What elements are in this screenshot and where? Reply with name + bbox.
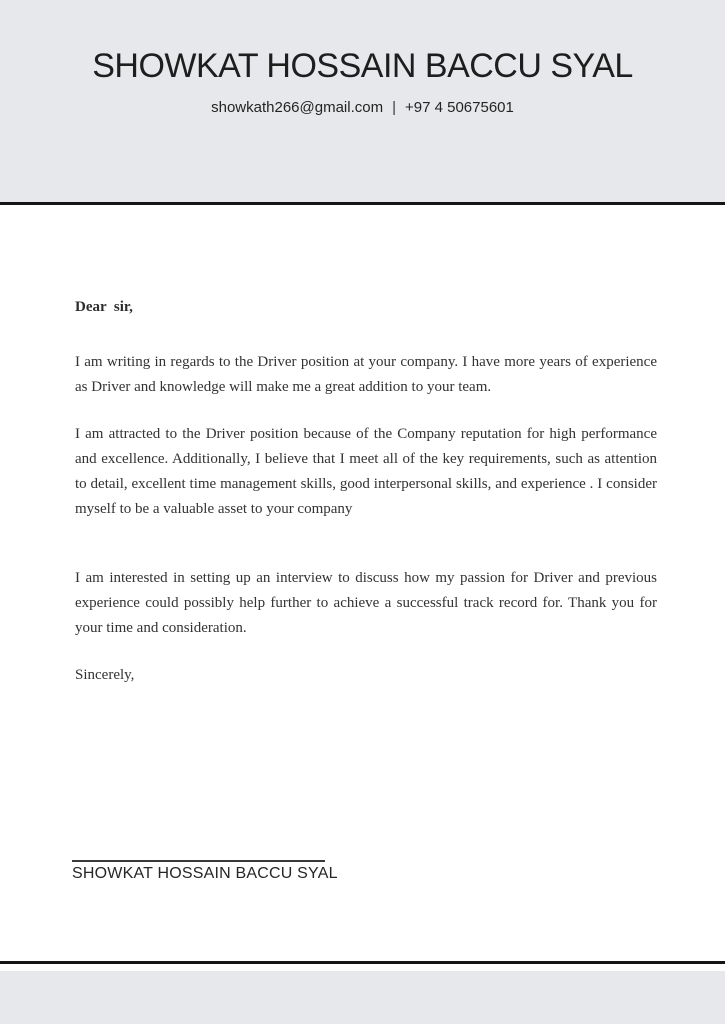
salutation: Dear sir, bbox=[75, 299, 133, 315]
closing: Sincerely, bbox=[75, 667, 135, 683]
signature-name: SHOWKAT HOSSAIN BACCU SYAL bbox=[72, 865, 338, 882]
letter-footer bbox=[0, 971, 725, 1024]
signature-line bbox=[72, 860, 325, 862]
paragraph-interview-request: I am interested in setting up an interview to discuss how my passion for Driver and previous experience could possibly help further to achieve a successful track record for. Thank you for your time and consideration. bbox=[75, 570, 657, 636]
paragraph-qualifications: I am attracted to the Driver position because of the Company reputation for high performance and excellence. Additionally, I believe that I meet all of the key requirements, such as attention to detail, excellent time management skills, good interpersonal skills, and experience . I consider myself to be a valuable asset to your company bbox=[75, 426, 657, 517]
email-text: showkath266@gmail.com bbox=[211, 99, 384, 116]
footer-gap bbox=[0, 964, 725, 971]
paragraph-intro: I am writing in regards to the Driver position at your company. I have more years of experience as Driver and knowledge will make me a great addition to your team. bbox=[75, 354, 657, 395]
signature-block bbox=[72, 860, 338, 883]
letter-body bbox=[0, 205, 725, 961]
applicant-name: SHOWKAT HOSSAIN BACCU SYAL bbox=[92, 47, 633, 85]
contact-separator: | bbox=[392, 99, 396, 116]
contact-line bbox=[0, 99, 725, 116]
letter-header bbox=[0, 0, 725, 202]
phone-text: +97 4 50675601 bbox=[405, 99, 514, 116]
